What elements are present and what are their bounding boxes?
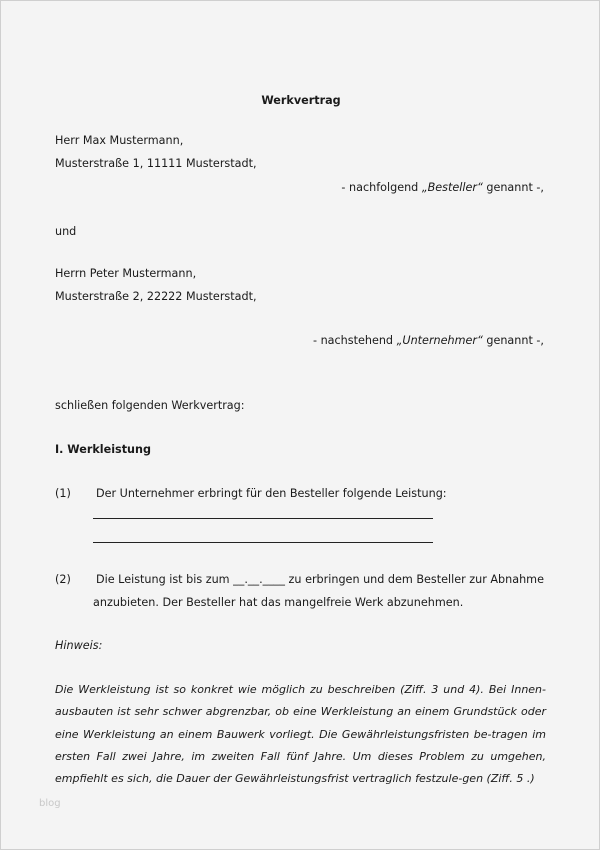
note-text: Die Werkleistung ist so konkret wie möglich zu beschreiben (Ziff. 3 und 4). Bei Innen-ausbauten ist sehr schwer abgrenzbar, ob eine Werkleistung an einem Grundstück oder eine Werkleistung an einem Bauwerk vorliegt. Die Gewährleistungsfristen be-tragen im ersten Fall zwei Jahre, im zweiten Fall fünf Jahre. Um dieses Problem zu umgehen, empfiehlt es sich, die Dauer der Gewährleistungsfrist vertraglich festzule-gen (Ziff. 5 .): [55, 683, 546, 786]
item1-number: (1): [55, 487, 71, 500]
watermark: blog: [39, 798, 61, 809]
role-suffix: genannt -,: [482, 181, 544, 194]
role-prefix: - nachstehend: [312, 334, 397, 347]
document-title: Werkvertrag: [261, 94, 341, 107]
role-suffix: genannt -,: [482, 334, 544, 347]
party2-role: [313, 334, 544, 348]
and-text: und: [55, 225, 77, 238]
party1-role: [341, 181, 544, 195]
blank-line: [93, 542, 433, 543]
party2-address: Musterstraße 2, 22222 Musterstadt,: [55, 290, 257, 303]
role-prefix: - nachfolgend: [341, 181, 422, 194]
item2-number: (2): [55, 573, 71, 586]
party2-name: Herrn Peter Mustermann,: [55, 267, 197, 280]
item2-line2: anzubieten. Der Besteller hat das mangelfreie Werk abzunehmen.: [93, 596, 464, 609]
item1-text: Der Unternehmer erbringt für den Besteller folgende Leistung:: [96, 487, 447, 500]
blank-line: [93, 518, 433, 519]
role-name: „Unternehmer“: [396, 334, 483, 347]
intro-text: schließen folgenden Werkvertrag:: [55, 399, 245, 412]
party1-address: Musterstraße 1, 11111 Musterstadt,: [55, 157, 257, 170]
item2-line1: Die Leistung ist bis zum __.__.____ zu erbringen und dem Besteller zur Abnahme: [96, 573, 544, 586]
party1-name: Herr Max Mustermann,: [55, 134, 184, 147]
role-name: „Besteller“: [421, 181, 483, 194]
section-heading: I. Werkleistung: [55, 443, 151, 456]
note-label: Hinweis:: [55, 639, 103, 652]
